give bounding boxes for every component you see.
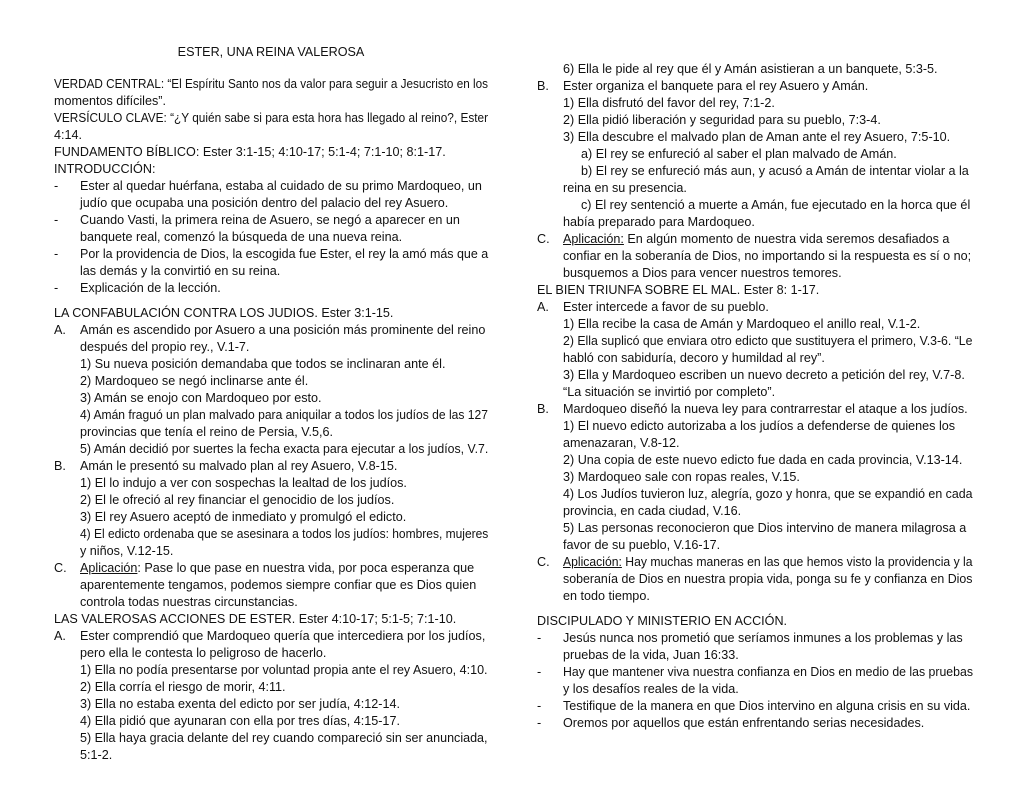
s2b-item-1: 1) Ella disfrutó del favor del rey, 7:1-2. [563,96,775,110]
marker-c: C. [537,555,550,569]
s1b-item-2: 2) El le ofreció al rey financiar el genocidio de los judíos. [80,493,395,507]
intro-bullet-2-line-1: Cuando Vasti, la primera reina de Asuero, se negó a aparecer en un [80,213,460,227]
s3a-item-3-line-2: “La situación se invirtió por completo”. [563,385,776,399]
versiculo-clave-line-2: 4:14. [54,128,83,142]
s2b-item-3b-line-1: b) El rey se enfureció más aun, y acusó a Amán de intentar violar a la [581,164,969,178]
s1c-line-3: controla todas nuestras circunstancias. [80,595,298,609]
s1a-item-4-line-2: provincias que tenía el reino de Persia, V.5,6. [80,425,333,439]
s2a-item-2: 2) Ella corría el riesgo de morir, 4:11. [80,680,286,694]
s2a-item-5-line-2: 5:1-2. [80,748,113,762]
s3b-item-5-line-1: 5) Las personas reconocieron que Dios intervino de manera milagrosa a [563,521,967,535]
dash-marker: - [537,631,542,645]
s1c-line-1 [80,560,474,577]
s2a-item-3: 3) Ella no estaba exenta del edicto por ser judía, 4:12-14. [80,697,400,711]
marker-a: A. [54,323,66,337]
s2c-line-1-text: En algún momento de nuestra vida seremos desafiados a [623,232,950,246]
dash-marker: - [537,716,542,730]
s1b-item-1: 1) El lo indujo a ver con sospechas la lealtad de los judíos. [80,476,407,490]
marker-b: B. [537,402,549,416]
intro-bullet-3-line-1: Por la providencia de Dios, la escogida fue Ester, el rey la amó más que a [80,247,489,261]
s2c-line-3: busquemos a Dios para vencer nuestros temores. [563,266,842,280]
section-4-heading: DISCIPULADO Y MINISTERIO EN ACCIÓN. [537,614,788,628]
marker-a: A. [537,300,549,314]
dash-marker: - [537,699,542,713]
s3a-item-2-line-1: 2) Ella suplicó que enviara otro edicto que sustituyera el primero, V.3-6. “Le [563,334,973,348]
s3c-line-2: soberanía de Dios en nuestra propia vida, ponga su fe y confianza en Dios [563,572,973,586]
s1a-line-2: después del propio rey., V.1-7. [80,340,250,354]
aplicacion-label: Aplicación: [563,555,622,569]
marker-c: C. [537,232,550,246]
s2c-line-2: confiar en la soberanía de Dios, no importando si la respuesta es sí o no; [563,249,972,263]
s3b-line: Mardoqueo diseñó la nueva ley para contrarrestar el ataque a los judíos. [563,402,968,416]
s1a-line-1: Amán es ascendido por Asuero a una posición más prominente del reino [80,323,486,337]
fundamento-biblico: FUNDAMENTO BÍBLICO: Ester 3:1-15; 4:10-17; 5:1-4; 7:1-10; 8:1-17. [54,145,446,159]
dash-marker: - [54,179,59,193]
s3b-item-4-line-2: provincia, en cada ciudad, V.16. [563,504,742,518]
s1b-line: Amán le presentó su malvado plan al rey Asuero, V.8-15. [80,459,398,473]
s4-bullet-4-line-1: Oremos por aquellos que están enfrentando serias necesidades. [563,716,925,730]
s3b-item-3: 3) Mardoqueo sale con ropas reales, V.15. [563,470,800,484]
s3c-line-3: en todo tiempo. [563,589,650,603]
s2a-item-6: 6) Ella le pide al rey que él y Amán asistieran a un banquete, 5:3-5. [563,62,938,76]
s1a-item-2: 2) Mardoqueo se negó inclinarse ante él. [80,374,309,388]
s3a-item-1: 1) Ella recibe la casa de Amán y Mardoqueo el anillo real, V.1-2. [563,317,921,331]
section-3-heading: EL BIEN TRIUNFA SOBRE EL MAL. Ester 8: 1-17. [537,283,820,297]
s2b-item-2: 2) Ella pidió liberación y seguridad para su pueblo, 7:3-4. [563,113,881,127]
s2a-item-1: 1) Ella no podía presentarse por voluntad propia ante el rey Asuero, 4:10. [80,663,488,677]
s1a-item-1: 1) Su nueva posición demandaba que todos se inclinaran ante él. [80,357,446,371]
s2c-line-1 [563,231,949,248]
s3a-line: Ester intercede a favor de su pueblo. [563,300,769,314]
s1b-item-4-line-2: y niños, V.12-15. [80,544,174,558]
dash-marker: - [54,247,59,261]
s2a-line-1: Ester comprendió que Mardoqueo quería que intercediera por los judíos, [80,629,486,643]
s3b-item-1-line-1: 1) El nuevo edicto autorizaba a los judíos a defenderse de quienes los [563,419,956,433]
s4-bullet-2-line-1: Hay que mantener viva nuestra confianza en Dios en medio de las pruebas [563,665,973,679]
s3c-line-1-text: Hay muchas maneras en las que hemos visto la providencia y la [621,555,973,569]
marker-b: B. [537,79,549,93]
document-title: ESTER, UNA REINA VALEROSA [177,45,365,59]
s1a-item-4-line-1: 4) Amán fraguó un plan malvado para aniquilar a todos los judíos de las 127 [80,408,488,422]
intro-bullet-4-line-1: Explicación de la lección. [80,281,221,295]
verdad-central-line-2: momentos difíciles”. [54,94,166,108]
s4-bullet-3-line-1: Testifique de la manera en que Dios intervino en alguna crisis en su vida. [563,699,971,713]
s2b-item-3a: a) El rey se enfureció al saber el plan malvado de Amán. [581,147,897,161]
s2b-item-3: 3) Ella descubre el malvado plan de Aman ante el rey Asuero, 7:5-10. [563,130,951,144]
intro-bullet-1-line-2: judío que ocupaba una posición dentro del palacio del rey Asuero. [80,196,449,210]
section-2-heading: LAS VALEROSAS ACCIONES DE ESTER. Ester 4:10-17; 5:1-5; 7:1-10. [54,612,457,626]
s4-bullet-2-line-2: y los desafíos reales de la vida. [563,682,739,696]
dash-marker: - [54,213,59,227]
s2b-item-3c-line-2: había preparado para Mardoqueo. [563,215,755,229]
s1c-line-2: aparentemente tengamos, podemos siempre confiar que es Dios quien [80,578,477,592]
aplicacion-label: Aplicación: [563,232,624,246]
marker-c: C. [54,561,67,575]
aplicacion-label: Aplicación [80,561,138,575]
s3b-item-5-line-2: favor de su pueblo, V.16-17. [563,538,721,552]
marker-a: A. [54,629,66,643]
s2b-line: Ester organiza el banquete para el rey Asuero y Amán. [563,79,869,93]
versiculo-clave-line-1: VERSÍCULO CLAVE: “¿Y quién sabe si para esta hora has llegado al reino?, Ester [54,111,489,125]
s1b-item-3: 3) El rey Asuero aceptó de inmediato y promulgó el edicto. [80,510,407,524]
dash-marker: - [537,665,542,679]
intro-bullet-1-line-1: Ester al quedar huérfana, estaba al cuidado de su primo Mardoqueo, un [80,179,482,193]
s2a-item-5-line-1: 5) Ella haya gracia delante del rey cuando compareció sin ser anunciada, [80,731,488,745]
s1c-line-1-text: : Pase lo que pase en nuestra vida, por poca esperanza que [137,561,475,575]
s2b-item-3c-line-1: c) El rey sentenció a muerte a Amán, fue ejecutado en la horca que él [581,198,971,212]
introduccion-heading: INTRODUCCIÓN: [54,162,156,176]
s3b-item-2: 2) Una copia de este nuevo edicto fue dada en cada provincia, V.13-14. [563,453,963,467]
verdad-central-line-1: VERDAD CENTRAL: “El Espíritu Santo nos da valor para seguir a Jesucristo en los [54,77,489,91]
s1b-item-4-line-1: 4) El edicto ordenaba que se asesinara a todos los judíos: hombres, mujeres [80,527,489,541]
s3a-item-2-line-2: habló con sabiduría, decoro y humildad al rey”. [563,351,825,365]
s4-bullet-1-line-2: pruebas de la vida, Juan 16:33. [563,648,739,662]
intro-bullet-2-line-2: banquete real, comenzó la búsqueda de una nueva reina. [80,230,403,244]
s3a-item-3-line-1: 3) Ella y Mardoqueo escriben un nuevo decreto a petición del rey, V.7-8. [563,368,965,382]
s4-bullet-1-line-1: Jesús nunca nos prometió que seríamos inmunes a los problemas y las [563,631,963,645]
s2a-line-2: pero ella le contesta lo peligroso de hacerlo. [80,646,327,660]
intro-bullet-3-line-2: las demás y la convirtió en su reina. [80,264,281,278]
dash-marker: - [54,281,59,295]
section-1-heading: LA CONFABULACIÓN CONTRA LOS JUDIOS. Ester 3:1-15. [54,306,394,320]
s2a-item-4: 4) Ella pidió que ayunaran con ella por tres días, 4:15-17. [80,714,400,728]
s3c-line-1 [563,554,973,571]
s3b-item-4-line-1: 4) Los Judíos tuvieron luz, alegría, gozo y honra, que se expandió en cada [563,487,973,501]
s1a-item-3: 3) Amán se enojo con Mardoqueo por esto. [80,391,322,405]
s3b-item-1-line-2: amenazaran, V.8-12. [563,436,680,450]
marker-b: B. [54,459,66,473]
s1a-item-5: 5) Amán decidió por suertes la fecha exacta para ejecutar a los judíos, V.7. [80,442,489,456]
s2b-item-3b-line-2: reina en su presencia. [563,181,687,195]
